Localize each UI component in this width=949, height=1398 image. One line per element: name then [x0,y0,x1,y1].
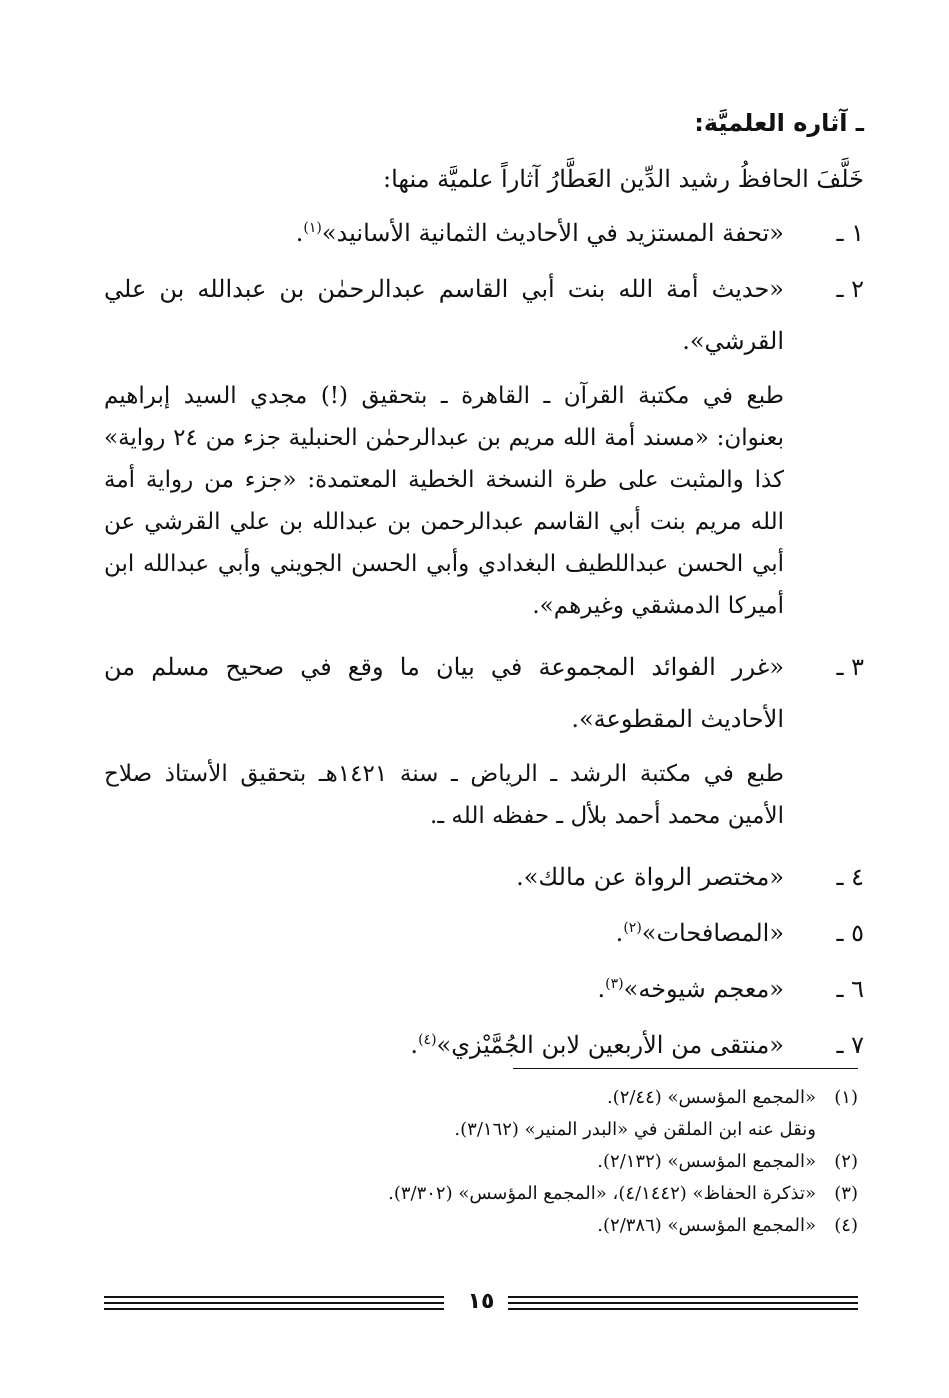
list-item-7 [104,1019,864,1071]
footnote-1 [104,1082,858,1114]
item-3-note: طبع في مكتبة الرشد ـ الرياض ـ سنة ١٤٢١هـ بتحقيق الأستاذ صلاح الأمين محمد أحمد بلأل ـ حفظه الله ـ. [104,761,784,829]
footnotes [104,1082,858,1242]
item-number: ٢ ـ [836,275,864,303]
item-end: . [410,1031,419,1059]
footnote-separator [513,1068,858,1069]
item-number: ٧ ـ [836,1031,864,1059]
footnote-text: «تذكرة الحفاظ» (٤/١٤٤٢)، «المجمع المؤسس» (٣/٣٠٢). [388,1183,816,1204]
item-end: . [295,219,304,247]
item-end: . [682,327,690,355]
item-2-note: طبع في مكتبة القرآن ـ القاهرة ـ بتحقيق (!) مجدي السيد إبراهيم بعنوان: «مسند أمة الله مريم بن عبدالرحمٰن الحنبلية جزء من ٢٤ رواية» كذا والمثبت على طرة النسخة الخطية المعتمدة: «جزء من رواية أمة الله مريم بنت أبي القاسم عبدالرحمن بن عبدالله بن علي القرشي عن أبي الحسن عبداللطيف البغدادي وأبي الحسن الجويني وأبي عبدالله ابن أميركا الدمشقي وغيرهم». [104,383,784,619]
footnote-ref: (١) [303,220,322,236]
footer-rule-left [104,1296,444,1310]
footnote-number: (٢) [834,1151,858,1172]
list-item-3 [104,641,864,745]
footnote-text: «المجمع المؤسس» (٢/٣٨٦). [597,1215,816,1236]
item-text: «منتقى من الأربعين لابن الجُمَّيْزي» [436,1031,784,1059]
item-end: . [571,705,579,733]
item-end: . [597,975,606,1003]
footnote-number: (٤) [834,1215,858,1236]
item-text: «غرر الفوائد المجموعة في بيان ما وقع في صحيح مسلم من الأحاديث المقطوعة» [104,653,784,733]
list-item-6 [104,963,864,1015]
list-item-5 [104,907,864,959]
list-item-1 [104,207,864,259]
footnote-ref: (٤) [418,1032,437,1048]
footnote-3 [104,1178,858,1210]
item-text: «حديث أمة الله بنت أبي القاسم عبدالرحمٰن بن عبدالله بن علي القرشي» [104,275,784,355]
footnote-ref: (٣) [605,976,624,992]
footnote-4 [104,1210,858,1242]
item-number: ٦ ـ [836,975,864,1003]
footnote-text: «المجمع المؤسس» (٢/٤٤). [606,1087,816,1108]
intro-text: خَلَّفَ الحافظُ رشيد الدِّين العَطَّارُ آثاراً علميَّة منها: [382,165,864,193]
footnote-text: «المجمع المؤسس» (٢/١٣٢). [597,1151,816,1172]
item-number: ١ ـ [836,219,864,247]
item-text: «معجم شيوخه» [623,975,784,1003]
item-end: . [516,863,524,891]
page-number: ١٥ [467,1289,495,1314]
footnote-text: ونقل عنه ابن الملقن في «البدر المنير» (٣/١٦٢). [454,1119,816,1140]
footer-rule-right [508,1296,858,1310]
section-heading: ـ آثاره العلميَّة: [694,109,864,137]
item-text: «المصافحات» [641,919,784,947]
item-end: . [615,919,624,947]
footnote-1-continuation [104,1114,858,1146]
footnote-2 [104,1146,858,1178]
page-body [104,95,864,1075]
footnote-ref: (٢) [623,920,642,936]
item-number: ٥ ـ [836,919,864,947]
page-footer [104,1286,858,1322]
item-number: ٣ ـ [836,653,864,681]
item-text: «مختصر الرواة عن مالك» [523,863,784,891]
item-text: «تحفة المستزيد في الأحاديث الثمانية الأسانيد» [321,219,784,247]
list-item-4 [104,851,864,903]
footnote-number: (١) [834,1087,858,1108]
footnote-number: (٣) [834,1183,858,1204]
list-item-2 [104,263,864,367]
item-number: ٤ ـ [836,863,864,891]
